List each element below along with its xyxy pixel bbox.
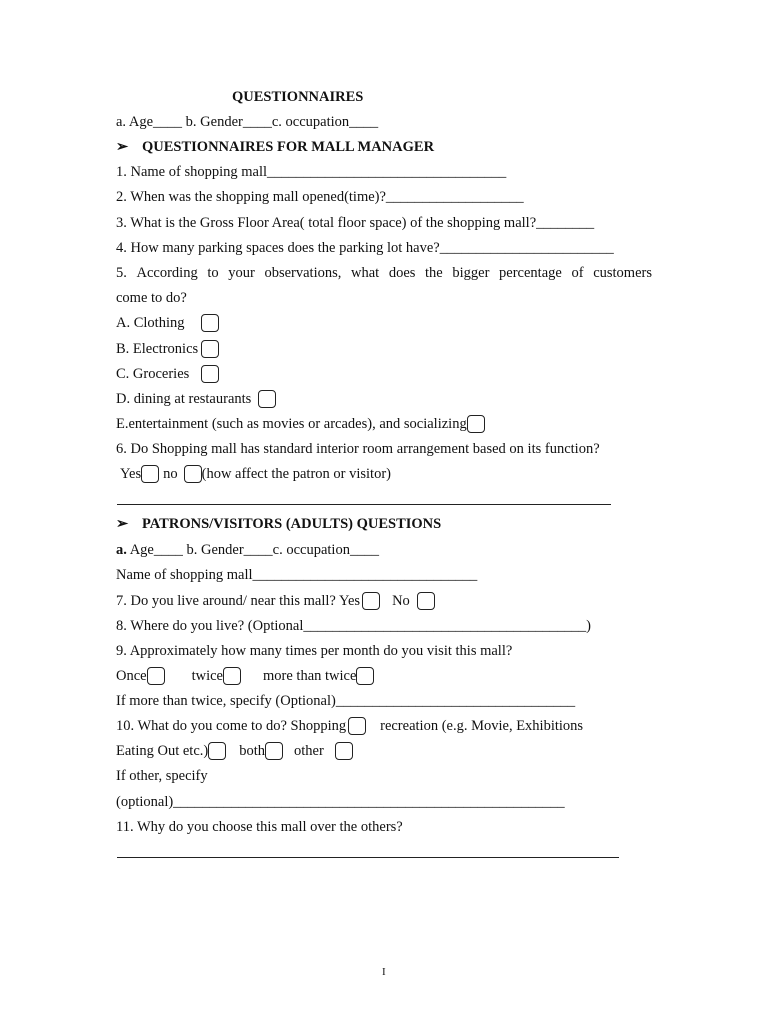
section-heading-patrons: ➢ PATRONS/VISITORS (ADULTS) QUESTIONS [116,516,442,532]
page-number: I [382,966,386,978]
question-9-options [116,667,374,686]
option-clothing-label: A. Clothing [116,315,185,331]
question-5-word: to [207,265,219,281]
checkbox-more-than-twice[interactable] [356,667,374,685]
question-5-word: percentage [499,265,562,281]
arrow-bullet-icon: ➢ [116,139,129,155]
option-dining-label: D. dining at restaurants [116,391,252,407]
question-5-word: does [388,265,416,281]
question-7: 7. Do you live around/ near this mall? Yes No [116,592,435,611]
question-10-if-other: If other, specify [116,768,208,784]
question-5-word: According [136,265,198,281]
question-2: 2. When was the shopping mall opened(time)?___________________ [116,189,524,205]
question-5-line-1 [116,264,652,282]
mall-name-field: Name of shopping mall_______________________________ [116,567,478,583]
question-6-answers [120,465,391,484]
question-10: 10. What do you come to do? Shopping recreation (e.g. Movie, Exhibitions [116,718,584,734]
checkbox-groceries[interactable] [201,365,219,383]
answer-line-q11[interactable] [117,857,619,858]
question-4: 4. How many parking spaces does the parking lot have?________________________ [116,240,614,256]
checkbox-q6-no[interactable] [184,465,202,483]
question-8: 8. Where do you live? (Optional_______________________________________) [116,618,591,634]
question-1: 1. Name of shopping mall_________________________________ [116,164,507,180]
question-5-word: of [571,265,584,281]
option-groceries-label: C. Groceries [116,366,190,382]
question-9: 9. Approximately how many times per month do you visit this mall? [116,643,513,659]
checkbox-twice[interactable] [223,667,241,685]
question-5-line-2: come to do? [116,290,187,306]
option-groceries [116,365,219,384]
checkbox-electronics[interactable] [201,340,219,358]
recreation-label: recreation (e.g. Movie, Exhibitions [380,718,584,734]
question-10-optional: (optional)______________________________________________________ [116,794,565,810]
twice-label: twice [191,668,223,684]
no-label: no [163,466,178,482]
checkbox-clothing[interactable] [201,314,219,332]
other-label: other [294,743,324,759]
option-clothing [116,314,219,333]
question-5-word: the [425,265,443,281]
checkbox-shopping[interactable] [348,717,366,735]
answer-line-q6[interactable] [117,504,611,505]
question-6: 6. Do Shopping mall has standard interior room arrangement based on its function? [116,441,600,457]
question-5-word: what [351,265,380,281]
question-5-word: bigger [452,265,490,281]
arrow-bullet-icon: ➢ [116,516,129,532]
checkbox-recreation[interactable] [208,742,226,760]
section-heading-manager: ➢ QUESTIONNAIRES FOR MALL MANAGER [116,139,435,155]
question-11: 11. Why do you choose this mall over the others? [116,819,403,835]
option-dining [116,390,276,409]
more-than-twice-label: more than twice [263,668,357,684]
question-9-specify: If more than twice, specify (Optional)_________________________________ [116,693,576,709]
question-5-word: 5. [116,265,127,281]
question-5-word: your [228,265,255,281]
checkbox-dining[interactable] [258,390,276,408]
demographics-line-manager: a. Age____ b. Gender____c. occupation____ [116,114,379,130]
checkbox-q7-yes[interactable] [362,592,380,610]
option-electronics [116,340,219,359]
question-5-word: observations, [264,265,342,281]
checkbox-q6-yes[interactable] [141,465,159,483]
question-10-line-2 [116,742,353,761]
checkbox-both[interactable] [265,742,283,760]
checkbox-entertainment[interactable] [467,415,485,433]
eating-out-label: Eating Out etc.) [116,743,209,759]
checkbox-other[interactable] [335,742,353,760]
checkbox-q7-no[interactable] [417,592,435,610]
yes-label: Yes [120,466,142,482]
no-label: No [392,593,410,609]
question-5-word: customers [593,265,652,281]
checkbox-once[interactable] [147,667,165,685]
q6-followup-label: (how affect the patron or visitor) [201,466,391,482]
option-entertainment [116,415,485,434]
page-title: QUESTIONNAIRES [232,89,364,105]
option-electronics-label: B. Electronics [116,341,199,357]
demographics-line-patrons: a. Age____ b. Gender____c. occupation____ [116,542,379,558]
both-label: both [239,743,265,759]
question-3: 3. What is the Gross Floor Area( total floor space) of the shopping mall?________ [116,215,595,231]
once-label: Once [116,668,147,684]
option-entertainment-label: E.entertainment (such as movies or arcades), and socializing [116,416,467,432]
